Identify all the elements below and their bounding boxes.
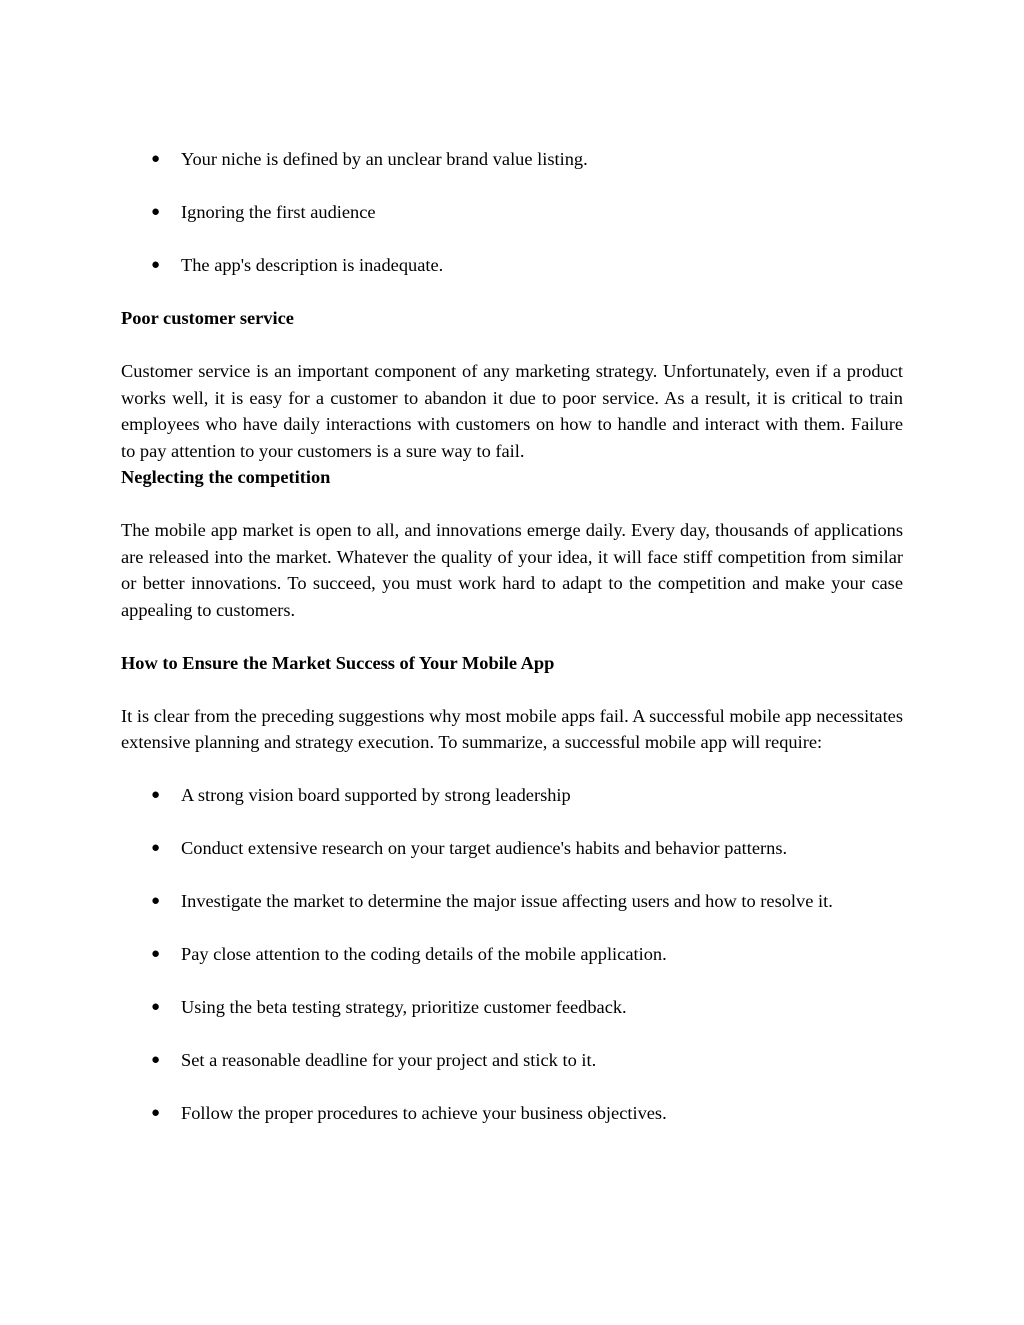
list-item [121, 941, 903, 968]
list-item-text: Investigate the market to determine the major issue affecting users and how to resolve it. [181, 891, 833, 911]
bullet-icon: ● [151, 999, 161, 1015]
bullet-icon: ● [151, 257, 161, 273]
list-item-text: Using the beta testing strategy, prioritize customer feedback. [181, 997, 627, 1017]
list-item-text: The app's description is inadequate. [181, 255, 444, 275]
section-heading-neglecting-competition: Neglecting the competition [121, 467, 331, 487]
list-item [121, 888, 903, 915]
list-item [121, 835, 903, 862]
list-item [121, 1047, 903, 1074]
bullet-icon: ● [151, 1052, 161, 1068]
list-item-text: Ignoring the first audience [181, 202, 376, 222]
bullet-icon: ● [151, 787, 161, 803]
section-paragraph-neglecting-competition: The mobile app market is open to all, and innovations emerge daily. Every day, thousands of applications are released into the market. Whatever the quality of your idea, it will face stiff competition from similar or better innovations. To succeed, you must work hard to adapt to the competition and make your case appealing to customers. [121, 520, 903, 620]
list-item [121, 146, 903, 173]
list-item-text: Your niche is defined by an unclear brand value listing. [181, 149, 588, 169]
section-heading-poor-customer-service: Poor customer service [121, 308, 294, 328]
list-item [121, 252, 903, 279]
list-item-text: Follow the proper procedures to achieve your business objectives. [181, 1103, 667, 1123]
list-item-text: Pay close attention to the coding details of the mobile application. [181, 944, 667, 964]
list-item [121, 782, 903, 809]
bullet-icon: ● [151, 151, 161, 167]
list-item-text: A strong vision board supported by strong leadership [181, 785, 571, 805]
section-heading-market-success: How to Ensure the Market Success of Your Mobile App [121, 652, 555, 673]
document-page [121, 146, 903, 1153]
bullet-icon: ● [151, 1105, 161, 1121]
section-paragraph-market-success: It is clear from the preceding suggestions why most mobile apps fail. A successful mobile app necessitates extensive planning and strategy execution. To summarize, a successful mobile app will require: [121, 705, 903, 752]
bullet-icon: ● [151, 204, 161, 220]
bullet-list-top [121, 146, 903, 279]
list-item [121, 1100, 903, 1127]
list-item [121, 994, 903, 1021]
bullet-list-bottom [121, 782, 903, 1127]
section-paragraph-poor-customer-service: Customer service is an important component of any marketing strategy. Unfortunately, even if a product works well, it is easy for a customer to abandon it due to poor service. As a result, it is critical to train employees who have daily interactions with customers on how to handle and interact with them. Failure to pay attention to your customers is a sure way to fail. [121, 361, 903, 461]
list-item-text: Conduct extensive research on your target audience's habits and behavior patterns. [181, 838, 788, 858]
list-item [121, 199, 903, 226]
bullet-icon: ● [151, 893, 161, 909]
list-item-text: Set a reasonable deadline for your project and stick to it. [181, 1050, 597, 1070]
bullet-icon: ● [151, 840, 161, 856]
bullet-icon: ● [151, 946, 161, 962]
